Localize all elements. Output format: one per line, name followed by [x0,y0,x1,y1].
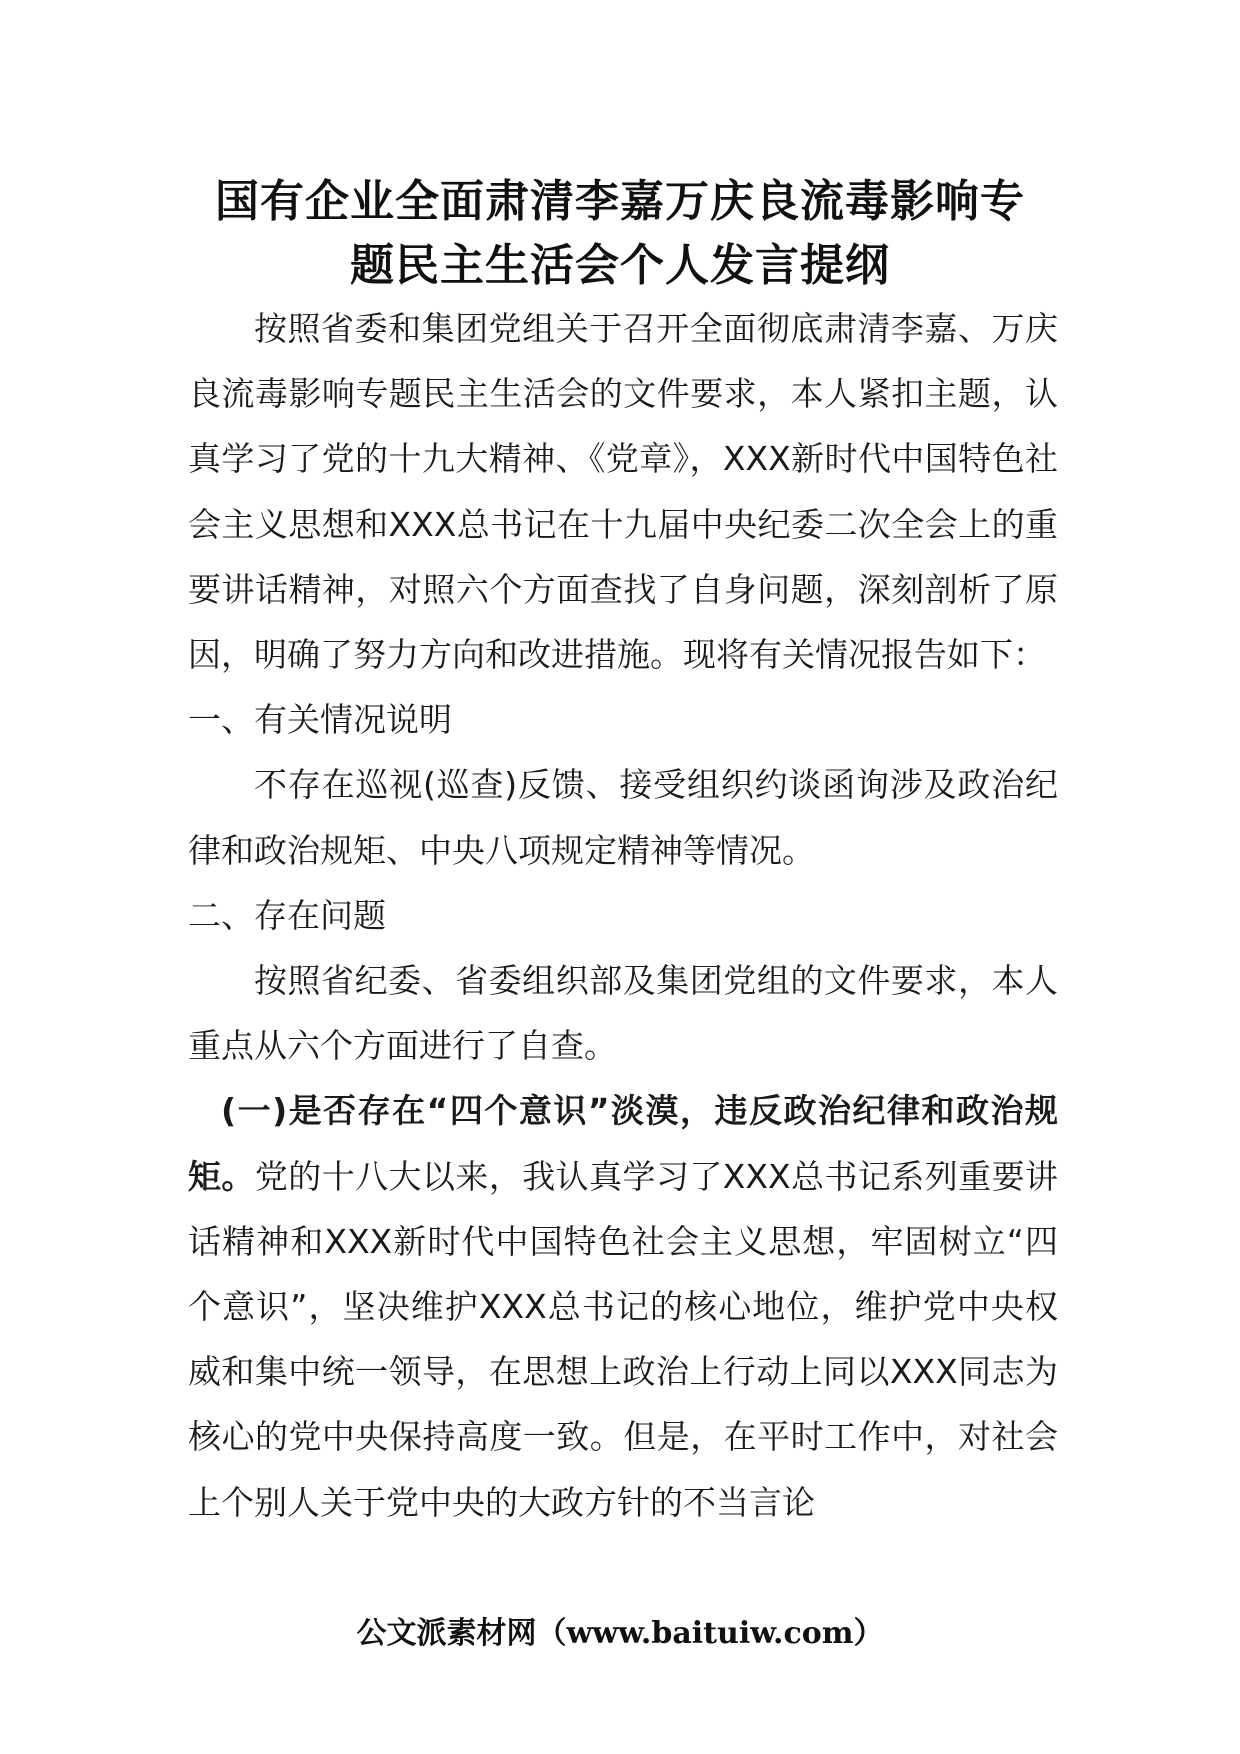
footer-watermark: 公文派素材网（www.baituiw.com） [356,1616,884,1651]
title-line-2: 题民主生活会个人发言提纲 [350,240,890,291]
section-2-paragraph: 按照省纪委、省委组织部及集团党组的文件要求，本人重点从六个方面进行了自查。 [188,961,1058,1066]
item-1-text: 党的十八大以来，我认真学习了XXX总书记系列重要讲话精神和XXX新时代中国特色社会主义思想，牢固树立“四个意识”，坚决维护XXX总书记的核心地位，维护党中央权威和集中统一领导，在思想上政治上行动上同以XXX同志为核心的党中央保持高度一致。但是，在平时工作中，对社会上个别人关于党中央的大政方针的不当言论 [188,1156,1059,1522]
section-heading-2: 二、存在问题 [188,895,386,935]
item-1-paragraph [188,1078,1058,1534]
title-line-1: 国有企业全面肃清李嘉万庆良流毒影响专 [215,176,1025,227]
section-1-paragraph: 不存在巡视(巡查)反馈、接受组织约谈函询涉及政治纪律和政治规矩、中央八项规定精神等情况。 [188,765,1058,870]
section-heading-1: 一、有关情况说明 [188,700,452,740]
document-title [150,170,1090,298]
intro-paragraph: 按照省委和集团党组关于召开全面彻底肃清李嘉、万庆良流毒影响专题民主生活会的文件要求，本人紧扣主题，认真学习了党的十九大精神、《党章》，XXX新时代中国特色社会主义思想和XXX总书记在十九届中央纪委二次全会上的重要讲话精神，对照六个方面查找了自身问题，深刻剖析了原因，明确了努力方向和改进措施。现将有关情况报告如下： [188,309,1058,675]
document-body [188,296,1058,1535]
item-1-heading: (一)是否存在“四个意识”淡漠，违反政治纪律和政治规矩。 [188,1091,1058,1196]
